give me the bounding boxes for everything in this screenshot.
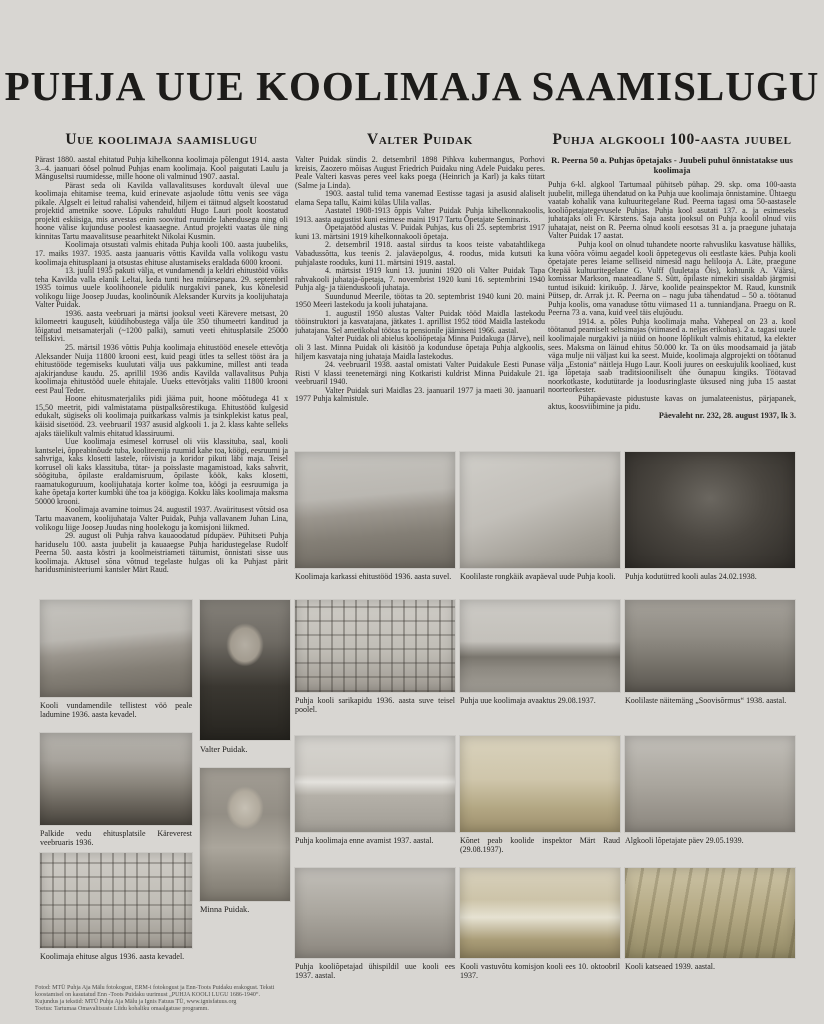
footer-credits	[35, 985, 345, 1013]
portrait-valter-puidak	[200, 600, 290, 740]
paragraph: 13. juulil 1935 pakuti välja, et vundamendi ja keldri ehitustöid võiks teha Kavilda valla elanik Leltai, keda tunti hea müürsepana. 29. septembril 1935 toimus uuele koolihoonele pidulik nurgakivi panek, kus kõnelesid volikogu liige Joosep Juudas, koolinõunik Aleksander Kurvits ja koolijuhataja Valter Puidak.	[35, 266, 288, 310]
photo-caption: Koolimaja karkassi ehitustööd 1936. aasta suvel.	[295, 572, 452, 581]
paragraph: 1914. a. põles Puhja koolimaja maha. Vahepeal on 23 a. kool töötanud peamiselt seltsimajas (viimased a. neljas erikohas). 2 a. tagasi uuele koolimajale nurgakivi ja nüüd on hoone lõplikult valmis ehitatud, ka elekter sees. Maksma on läinud ehitus 50.000 kr. Ta on üks moodsamaid ja jätab väga mulje nii väljast kui ka seest. Muide, koolimaja algprojekti on töötanud välja „Estonia“ näitleja Hugo Laur. Kooli juures on eeskujulik kooliaed, kust iga lõpetaja saab traditsiooniliselt ühe õunapuu kingiks. Töötavad noorkotkaste, kodutütarde ja loodusringlaste üksused ning juba 15 aastat noorteorkester.	[548, 316, 796, 395]
column-body-juubel	[548, 181, 796, 481]
paragraph: 1903. aastal tulid tema vanemad Eestisse tagasi ja asusid alaliselt elama Sepa tallu, Kaimi külas Ulila vallas.	[295, 189, 545, 207]
photo-kodututred-aulas	[625, 452, 795, 568]
photo-karkass-1936	[295, 452, 455, 568]
photo-caption: Puhja kooliõpetajad ühispildil uue kooli ees 1937. aastal.	[295, 962, 455, 980]
column-heading-saamislugu: Uue koolimaja saamislugu	[65, 131, 258, 148]
paragraph: Pühapäevaste pidustuste kavas on jumalateenistus, pärjapanek, aktus, koosviibimine ja pidu.	[548, 393, 796, 412]
photo-caption: Palkide vedu ehitusplatsile Käreverest veebruaris 1936.	[40, 829, 192, 847]
paragraph: 1. augustil 1950 alustas Valter Puidak tööd Maidla lastekodu tööinstruktori ja kasvatajana, jätkates 1. aprillist 1952 tööd Maidla lastekodu juhatajana. Sel ametikohal töötas ta pensionile jäämiseni 1966. aastal.	[295, 308, 545, 335]
paragraph: Aastatel 1908-1913 õppis Valter Puidak Puhja kihelkonnakoolis, 1913. aasta augustist kuni esimese maini 1917 Tartu Õpetajate Seminaris.	[295, 206, 545, 224]
footer-line: Toetus: Tartumaa Omavalitsuste Liidu kohaliku omaalgatuse programm.	[35, 1005, 209, 1012]
photo-caption: Puhja uue koolimaja avaaktus 29.08.1937.	[460, 696, 596, 705]
photo-caption: Koolimaja ehituse algus 1936. aasta kevadel.	[40, 952, 185, 961]
footer-line: Fotod: MTÜ Puhja Aja Mälu fotokogust, ERM-i fotokogust ja Enn-Toots Puidaku erakogust. Teksti	[35, 985, 275, 991]
column-body-saamislugu	[35, 156, 288, 598]
photo-katseaed-1939	[625, 868, 795, 958]
paragraph: Uue koolimaja esimesel korrusel oli viis klassituba, saal, kooli kantselei, õppeabinõude tuba, kooliteenija ruumid kahe toa, köögi, eesruumi ja sahvriga, kaks klosetti lastele, rõivistu ja koridor pikuti läbi maja. Teisel korrusel oli kaks klassituba, tütar- ja poisslaste magamistoad, kaks sahvrit, söögituba, õpilaste eraldamisruum, õpilaste köök, kaks klosetti, raamatukoguruum, koolijuhataja korter kolme toa, köögi ja eesruumiga ja kahe õpetaja korter kumbki ühe toa ja köögiga. Kokku läks koolimaja maksma 50000 krooni.	[35, 437, 288, 506]
column-juubel	[548, 131, 796, 481]
photo-lopetajate-paev-1939	[625, 736, 795, 832]
footer-line: koostamisel on kasutatud Enn -Toots Puidaku uurimust „PUHJA KOOLI LUGU 1686-1940“.	[35, 991, 261, 998]
paragraph: Valter Puidak oli abielus kooliõpetaja Minna Puidakuga (Järve), neil oli 3 last. Minna Puidak oli käsitöö ja kodunduse õpetaja Puhja algkoolis, hiljem kasvataja ning juhataja Maidla lastekodus.	[295, 334, 545, 361]
paragraph: Puhja kool on olnud tuhandete noorte rahvusliku kasvatuse hälliks, kuna võõra võimu aegadel kooli õppetegevus oli eestlaste käes. Puhja kooli õpetajate peres leiame selliseid nimesid nagu helilooja A. Läte, praegune Otepää kultuuritegelane G. Vulff (luuletaja Õis), kohtunik A. Väärsi, komissar Markson, maateadlane S. Sütt, õpilaste nimekiri sisaldab järgmisi tuntud isikuid: kirikuõp. J. Järve, koolide peainspektor M. Raud, kunstnik Pütsep, dr. Arrak j.t. R. Peerna on – nagu juba tähendatud – 50 a. töötanud Puhja koolis, oma vanaduse tõttu viimased 11 a. tunniandjana. Praegu on R. Peerna 73 a. vana, kuid veel täis elujõudu.	[548, 240, 796, 318]
photo-palkide-vedu	[40, 733, 192, 825]
photo-caption: Algkooli lõpetajate päev 29.05.1939.	[625, 836, 744, 845]
photo-caption: Koolilaste näitemäng „Soovisõrmus“ 1938. aastal.	[625, 696, 787, 705]
photo-vundamendi-ladumine	[40, 600, 192, 697]
source-citation: Päevaleht nr. 232, 28. august 1937, lk 3.	[658, 410, 796, 420]
column-body-valter	[295, 156, 545, 456]
paragraph: Hoone ehitusmaterjaliks pidi jääma puit, hoone mõõtudega 41 x 15,50 meetrit, pidi valmistatama püstpalksõrestikuga. Ehitustööd kulgesid edukalt, sügiseks oli koolimaja puitkarkass valmis ja tsinkplekist katus peal, käisid sisetööd. 23. veebruaril 1937 asusid algkooli 1. ja 2. klass kahte selleks ajaks täielikult valmis ehitatud klassiruumi.	[35, 394, 288, 438]
paragraph: Õpetajatööd alustas V. Puidak Puhjas, kus oli 25. septembrist 1917 kuni 13. märtsini 1919 kihelkonnakooli õpetaja.	[295, 223, 545, 241]
paragraph: Valter Puidak sündis 2. detsembril 1898 Pihkva kubermangus, Porhovi kreisis, Zaozero mõisas August Friedrich Puidaku ning Adele Puidaku peres. Peale Valteri kasvas peres veel kaks poega (Heinrich ja Karl) ja kaks tütart (Salme ja Linda).	[295, 156, 545, 190]
photo-caption: Puhja koolimaja enne avamist 1937. aastal.	[295, 836, 434, 845]
photo-vastuvotu-komisjon	[460, 868, 620, 958]
paragraph: Suundunud Meerile, töötas ta 20. septembrist 1940 kuni 20. maini 1950 Meeri lastekodu ja kooli juhatajana.	[295, 291, 545, 310]
paragraph: 29. august oli Puhja rahva kauaoodatud pidupäev. Pühitseti Puhja hariduselu 100. aasta juubelit ja kauaaegse Puhja haridustegelase Rudolf Peerna 50. aasta köstri ja koolmeistriameti täitumist, õnnistati sisse uus koolimaja. Aktusel sõna võtnud tegelaste hulgas oli ka Puhjast pärit haridusministeeriumi kantsler Märt Raud.	[35, 531, 288, 575]
paragraph: Koolimaja otsustati valmis ehitada Puhja kooli 100. aasta juubeliks, 17. maiks 1937. 1935. aasta jaanuaris võttis Kavilda valla volikogu vastu koolimaja ehitusplaani ja otsustas ehituse alustamiseks eraldada 6000 krooni.	[35, 240, 288, 267]
photo-kooliopetajad-uhispilt	[295, 868, 455, 958]
column-valter-puidak	[295, 131, 545, 456]
column-heading-valter: Valter Puidak	[367, 131, 473, 148]
photo-caption: Puhja kodutütred kooli aulas 24.02.1938.	[625, 572, 757, 581]
footer-line: Kujundus ja tekstid: MTÜ Puhja Aja Mälu ja Ignis Fatuus TÜ, www.ignisfatuus.org	[35, 998, 237, 1005]
photo-ehituse-algus	[40, 853, 192, 948]
column-subheading-juubel: R. Peerna 50 a. Puhjas õpetajaks - Juubeli puhul õnnistatakse uus koolimaja	[551, 155, 793, 175]
paragraph: Koolimaja avamine toimus 24. augustil 1937. Avaüritusest võtsid osa Tartu maavanem, koolijuhataja Valter Puidak, Puhja vallavanem Juhan Lina, volikogu liige Joosep Juudas ning hoolekogu ja komisjoni liikmed.	[35, 505, 288, 532]
portrait-caption: Minna Puidak.	[200, 905, 250, 914]
paragraph: Pärast seda oli Kavilda vallavalitsuses korduvalt üleval uue koolimaja ehitamise teema, kuid erinevate asjaolude tõttu venis see väga pikale. Algselt ei leitud rahalisi vahendeid, hiljem ei täitnud algselt koostatud projektid ametnike soove. Lõpuks rahulduti Hugo Lauri poolt koostatud projekti eskiisiga, mis arvestas enim soovitud ruumide lahendusega ning oli hoone välise kujunduse poolest kaasaegne. Antud projekti vaatas üle ning kinnitas Tartu maavalitsuse peaarhitekt Nikolai Kusmin.	[35, 180, 288, 241]
photo-caption: Kõnet peab koolide inspektor Märt Raud (29.08.1937).	[460, 836, 620, 854]
photo-koolimaja-enne-avamist	[295, 736, 455, 832]
paragraph: 4. märtsist 1919 kuni 13. juunini 1920 oli Valter Puidak Tapa rahvakooli juhataja-õpetaja, 7. novembrist 1920 kuni 16. septembrini 1940 Puhja alg- ja täienduskooli juhataja.	[295, 266, 545, 293]
page-title: PUHJA UUE KOOLIMAJA SAAMISLUGU	[4, 63, 820, 109]
portrait-minna-puidak	[200, 768, 290, 901]
paragraph: Pärast 1880. aastal ehitatud Puhja kihelkonna koolimaja põlengut 1914. aasta 3.–4. jaanuari öösel polnud Puhjas enam koolimaja. Kool paigutati Laulu ja Mänguseltsi ruumidesse, mille hoone oli valminud 1907. aastal.	[35, 156, 288, 182]
paragraph: 25. märtsil 1936 võttis Puhja koolimaja ehitustööd enesele ettevõtja Aleksander Nuija 11800 krooni eest, kuid peagi ütles ta sellest tööst ära ja ehitustööde tegemiseks kuulutati välja uus pakkumine, millest anti teada ajakirjanduse kaudu. 25. aprillil 1936 andis Kavilda vallavalitsus Puhja koolimaja ehitustööd uuele ehitajale. Uueks ettevõtjaks valiti 11800 krooni eest Paul Teder.	[35, 343, 288, 395]
column-heading-juubel: Puhja algkooli 100-aasta juubel	[552, 131, 792, 148]
photo-naitemang-soovisormus	[625, 600, 795, 692]
paragraph: 2. detsembril 1918. aastal siirdus ta koos teiste vabatahtlikega Vabadussõtta, kus teenis 2. jalaväepolgus, 4. roodus, mida kutsuti ka puhjalaste rooduks, kuni 11. märtsini 1919. aastal.	[295, 240, 545, 267]
column-saamislugu	[35, 131, 288, 598]
photo-avaaktus-1937	[460, 600, 620, 692]
paragraph: Puhja 6-kl. algkool Tartumaal pühitseb pühap. 29. skp. oma 100-aasta juubelit, millega ühendatud on ka Puhja uue koolimaja õnnistamine. Ühtaegu vaatab kohalik vana kultuuritegelane Rud. Peerna tagasi oma 50-aastasele kooliõpetajategevusele Puhjas. Puhja kool asutati 137. a. ja esimeseks juhatajaks oli Fr. Kärstens. Saja aasta jooksul on Puhja koolil olnud viis juhatajat, neist on R. Peerna olnud kooli eesotsas 31 a. ja praegune juhataja Valter Puidak 17 aastat.	[548, 181, 796, 241]
paragraph: Valter Puidak suri Maidlas 23. jaanuaril 1977 ja maeti 30. jaanuaril 1977 Puhja kalmistule.	[295, 385, 545, 404]
portrait-caption: Valter Puidak.	[200, 745, 248, 754]
photo-konet-peab-mart-raud	[460, 736, 620, 832]
photo-rongkaik-avapaev	[460, 452, 620, 568]
photo-caption: Kooli vastuvõtu komisjon kooli ees 10. oktoobril 1937.	[460, 962, 620, 980]
paragraph: 24. veebruaril 1938. aastal omistati Valter Puidakule Eesti Punase Risti V klassi teenetemärgi ning Kotkaristi kuldrist Minna Puidakule 21. veebruaril 1940.	[295, 360, 545, 387]
paragraph: 1936. aasta veebruari ja märtsi jooksul veeti Kärevere metsast, 20 kilomeetri kauguselt, küüdihobustega välja üle 350 tihumeetri kanditud ja lõigatud metsamaterjali (~1200 palki), samuti veeti ehitusplatsile 25000 telliskivi.	[35, 308, 288, 344]
photo-caption: Koolilaste rongkäik avapäeval uude Puhja kooli.	[460, 572, 616, 581]
photo-caption: Puhja kooli sarikapidu 1936. aasta suve teisel poolel.	[295, 696, 455, 714]
photo-sarikapidu-1936	[295, 600, 455, 692]
photo-caption: Kooli vundamendile tellistest vöö peale ladumine 1936. aasta kevadel.	[40, 701, 192, 719]
photo-caption: Kooli katseaed 1939. aastal.	[625, 962, 715, 971]
